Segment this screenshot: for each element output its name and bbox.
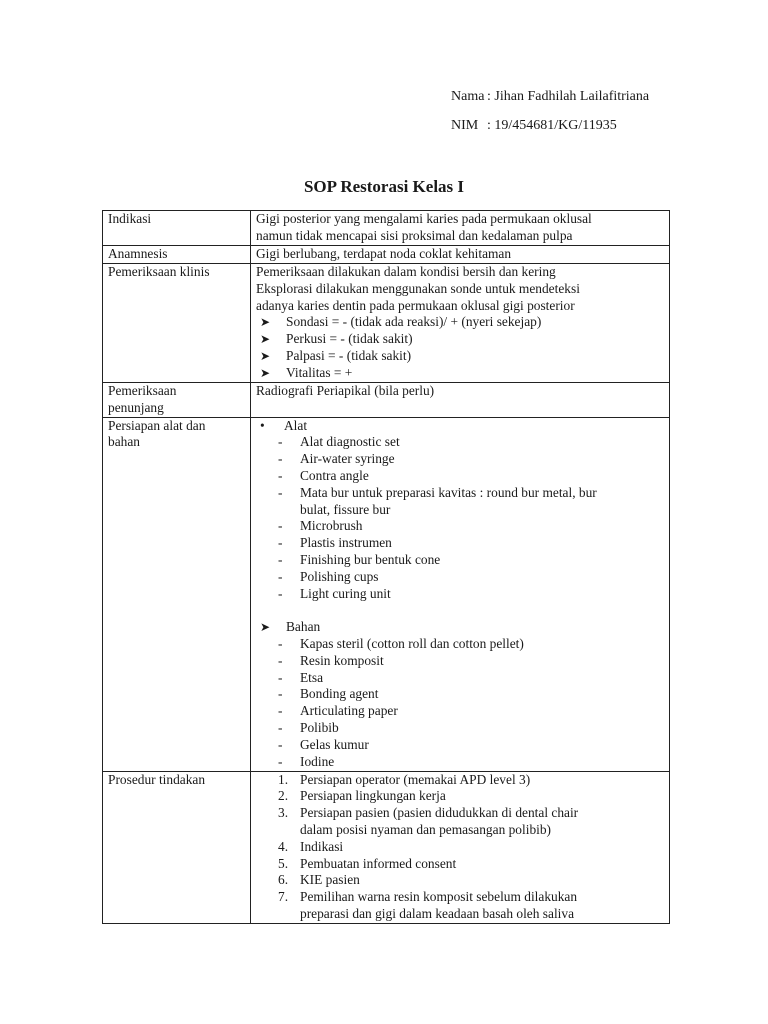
list-number: 6. <box>278 872 289 888</box>
row-label-line: penunjang <box>108 399 164 415</box>
table-row-prosedur <box>103 771 670 923</box>
list-item-text: Polishing cups <box>300 568 379 584</box>
dash-icon: - <box>278 719 283 735</box>
list-item-text: Persiapan operator (memakai APD level 3) <box>300 771 531 787</box>
row-label: Anamnesis <box>103 246 251 264</box>
dash-icon: - <box>278 652 283 668</box>
row-content <box>251 264 670 383</box>
list-item-text: bulat, fissure bur <box>300 501 391 517</box>
list-number: 2. <box>278 788 289 804</box>
list-number: 3. <box>278 805 289 821</box>
list-item <box>256 720 664 737</box>
student-info <box>451 87 649 145</box>
row-label: Pemeriksaan klinis <box>103 264 251 383</box>
list-item-text: Mata bur untuk preparasi kavitas : round bur metal, bur <box>300 484 597 500</box>
arrow-bullet-icon: ➤ <box>260 315 271 330</box>
row-label-line: Pemeriksaan <box>108 383 177 398</box>
list-item-text: KIE pasien <box>300 872 360 888</box>
text-line: Pemeriksaan dilakukan dalam kondisi bersih dan kering <box>256 264 556 279</box>
list-item <box>256 569 664 586</box>
list-item <box>256 872 664 889</box>
alat-heading <box>256 418 664 435</box>
dash-icon: - <box>278 703 283 719</box>
list-item <box>256 552 664 569</box>
dash-icon: - <box>278 551 283 567</box>
dash-icon: - <box>278 434 283 450</box>
row-content <box>251 771 670 923</box>
list-item-text: Air-water syringe <box>300 451 395 467</box>
dash-icon: - <box>278 669 283 685</box>
list-item-text: Finishing bur bentuk cone <box>300 551 441 567</box>
dash-icon: - <box>278 535 283 551</box>
dash-icon: - <box>278 451 283 467</box>
text-line: Eksplorasi dilakukan menggunakan sonde untuk mendeteksi <box>256 280 580 296</box>
list-item-text: Plastis instrumen <box>300 535 392 551</box>
list-number: 4. <box>278 838 289 854</box>
spacer <box>256 602 664 619</box>
row-label: Prosedur tindakan <box>103 771 251 923</box>
row-content <box>251 211 670 246</box>
name-row <box>451 87 649 106</box>
page-title: SOP Restorasi Kelas I <box>303 177 465 196</box>
list-number: 5. <box>278 855 289 871</box>
nim-value: : 19/454681/KG/11935 <box>487 118 617 133</box>
list-item-text: Microbrush <box>300 518 363 534</box>
list-item-continuation <box>256 906 664 923</box>
dash-icon: - <box>278 518 283 534</box>
row-label-line: bahan <box>108 434 140 450</box>
list-item-text: Gelas kumur <box>300 736 369 752</box>
list-number: 7. <box>278 889 289 905</box>
list-item <box>256 686 664 703</box>
dash-icon: - <box>278 585 283 601</box>
list-item <box>256 703 664 720</box>
list-item-text: Palpasi = - (tidak sakit) <box>286 347 412 363</box>
list-item-text: Resin komposit <box>300 652 384 668</box>
row-label-line: Persiapan alat dan <box>108 417 206 433</box>
list-item-text: Vitalitas = + <box>286 364 353 380</box>
list-item-continuation <box>256 822 664 839</box>
list-item <box>256 586 664 603</box>
dash-icon: - <box>278 484 283 500</box>
list-item-text: Pembuatan informed consent <box>300 855 457 871</box>
list-item-text: Etsa <box>300 669 324 685</box>
list-item-text: Iodine <box>300 753 335 769</box>
list-item <box>256 314 664 331</box>
dash-icon: - <box>278 686 283 702</box>
list-item <box>256 839 664 856</box>
arrow-bullet-icon: ➤ <box>260 348 271 363</box>
arrow-bullet-icon: ➤ <box>260 620 271 635</box>
name-value: : Jihan Fadhilah Lailafitriana <box>487 89 650 104</box>
list-item <box>256 365 664 382</box>
bahan-heading <box>256 619 664 636</box>
list-item-text: Persiapan lingkungan kerja <box>300 788 446 804</box>
list-item <box>256 636 664 653</box>
alat-heading-text: Alat <box>284 417 308 433</box>
dash-icon: - <box>278 635 283 651</box>
list-item-text: Alat diagnostic set <box>300 434 400 450</box>
list-item-text: Light curing unit <box>300 585 391 601</box>
name-label: Nama <box>451 89 485 104</box>
row-label <box>103 383 251 418</box>
list-item <box>256 451 664 468</box>
bahan-heading-text: Bahan <box>286 619 321 635</box>
row-content <box>251 417 670 771</box>
list-item <box>256 856 664 873</box>
list-item-text: Articulating paper <box>300 703 398 719</box>
list-item-text: Bonding agent <box>300 686 379 702</box>
bullet-dot-icon: • <box>260 417 265 433</box>
arrow-bullet-icon: ➤ <box>260 365 271 380</box>
text-line: Gigi posterior yang mengalami karies pada permukaan oklusal <box>256 211 592 226</box>
list-item <box>256 670 664 687</box>
list-item <box>256 754 664 771</box>
list-item <box>256 805 664 822</box>
list-item <box>256 889 664 906</box>
table-row-anamnesis <box>103 246 670 264</box>
row-content: Gigi berlubang, terdapat noda coklat kehitaman <box>251 246 670 264</box>
list-item <box>256 535 664 552</box>
list-item <box>256 348 664 365</box>
dash-icon: - <box>278 736 283 752</box>
row-label <box>103 417 251 771</box>
text-line: adanya karies dentin pada permukaan oklusal gigi posterior <box>256 297 575 313</box>
text-line: namun tidak mencapai sisi proksimal dan kedalaman pulpa <box>256 227 573 243</box>
arrow-bullet-icon: ➤ <box>260 332 271 347</box>
list-item <box>256 737 664 754</box>
list-item <box>256 485 664 502</box>
sop-table <box>102 210 670 924</box>
list-item <box>256 772 664 789</box>
list-number: 1. <box>278 771 289 787</box>
table-row-pemeriksaan-penunjang <box>103 383 670 418</box>
list-item-text: Contra angle <box>300 467 369 483</box>
list-item <box>256 468 664 485</box>
list-item <box>256 518 664 535</box>
list-item-text: Kapas steril (cotton roll dan cotton pellet) <box>300 635 524 651</box>
list-item-text: Polibib <box>300 719 339 735</box>
list-item-text: Sondasi = - (tidak ada reaksi)/ + (nyeri sekejap) <box>286 314 542 330</box>
dash-icon: - <box>278 753 283 769</box>
list-item-text: Pemilihan warna resin komposit sebelum dilakukan <box>300 889 578 905</box>
list-item-continuation <box>256 502 664 519</box>
row-content: Radiografi Periapikal (bila perlu) <box>251 383 670 418</box>
list-item-text: Perkusi = - (tidak sakit) <box>286 331 413 347</box>
table-row-pemeriksaan-klinis <box>103 264 670 383</box>
list-item-text: dalam posisi nyaman dan pemasangan polibib) <box>300 821 552 837</box>
list-item <box>256 331 664 348</box>
list-item-text: Persiapan pasien (pasien didudukkan di dental chair <box>300 805 579 821</box>
nim-label: NIM <box>451 118 479 133</box>
list-item <box>256 653 664 670</box>
nim-row <box>451 116 649 135</box>
table-row-indikasi <box>103 211 670 246</box>
dash-icon: - <box>278 467 283 483</box>
list-item-text: preparasi dan gigi dalam keadaan basah oleh saliva <box>300 905 575 921</box>
list-item <box>256 434 664 451</box>
list-item <box>256 788 664 805</box>
list-item-text: Indikasi <box>300 838 344 854</box>
dash-icon: - <box>278 568 283 584</box>
table-row-persiapan <box>103 417 670 771</box>
row-label: Indikasi <box>103 211 251 246</box>
